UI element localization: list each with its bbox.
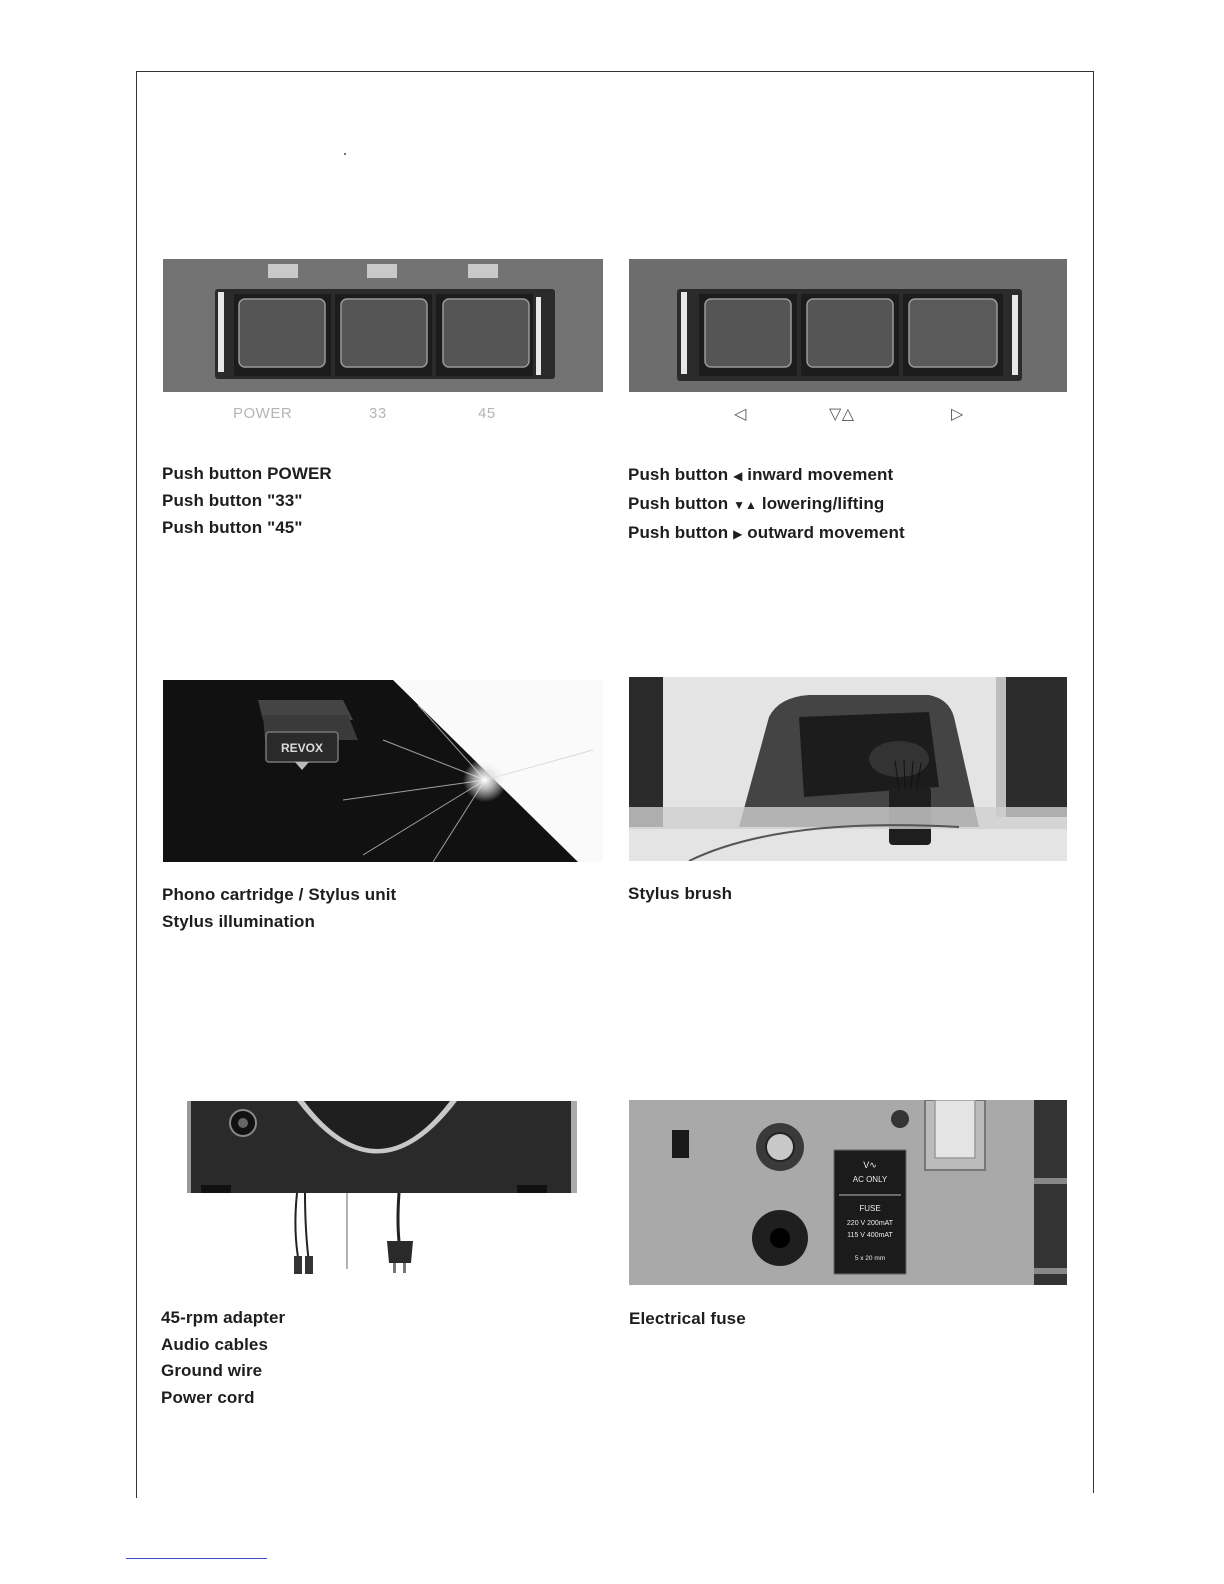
photo-stylus-brush [629, 677, 1067, 861]
caption-buttons-right [628, 461, 905, 548]
caption-line: Electrical fuse [629, 1309, 746, 1328]
fuse-holder [766, 1133, 794, 1161]
caption-line: Push button POWER [162, 464, 332, 483]
caption-cartridge [162, 881, 396, 935]
symbol-inward: ◁ [734, 406, 747, 423]
panel-labels-left [163, 405, 603, 429]
label-45: 45 [478, 405, 496, 422]
page-frame-top [136, 71, 1094, 72]
caption-line: Push button ▼▲ lowering/lifting [628, 494, 885, 513]
fuse-voltage-symbol: V∿ [863, 1160, 877, 1170]
label-33: 33 [369, 405, 387, 422]
button-33 [341, 299, 427, 367]
caption-buttons-left [162, 460, 332, 541]
caption-accessories [161, 1305, 285, 1411]
button-45 [443, 299, 529, 367]
caption-fuse [629, 1305, 746, 1332]
stray-mark [344, 153, 346, 155]
photo-tonearm-buttons [629, 259, 1067, 392]
caption-line: Ground wire [161, 1361, 263, 1380]
caption-line: Audio cables [161, 1334, 269, 1354]
photo-accessories [187, 1101, 603, 1284]
caption-line: Stylus illumination [162, 912, 316, 931]
led-33 [367, 264, 397, 278]
power-button [239, 299, 325, 367]
photo-fuse-panel [629, 1100, 1067, 1285]
panel-labels-right [629, 404, 1067, 428]
revox-logo: REVOX [280, 741, 324, 755]
fuse-label: FUSE [859, 1204, 881, 1213]
footnote-rule [126, 1558, 267, 1559]
caption-line: 45-rpm adapter [161, 1308, 286, 1327]
caption-line: Push button ◀ inward movement [628, 465, 894, 484]
fuse-size: 5 x 20 mm [854, 1255, 886, 1262]
page-frame-left [136, 71, 137, 1498]
outward-arrow-icon: ▶ [733, 527, 743, 541]
led-45 [468, 264, 498, 278]
fuse-rating-220: 220 V 200mAT [846, 1220, 894, 1227]
label-power: POWER [233, 405, 293, 422]
caption-line: Stylus brush [628, 884, 733, 903]
photo-cartridge [163, 680, 603, 862]
power-led [268, 264, 298, 278]
fuse-ac-only: AC ONLY [852, 1175, 888, 1184]
power-cord [398, 1193, 399, 1241]
caption-line: Push button "33" [162, 491, 303, 510]
fuse-rating-115: 115 V 400mAT [847, 1232, 893, 1239]
caption-brush [628, 880, 732, 907]
outward-button [909, 299, 997, 367]
photo-power-buttons [163, 259, 603, 392]
lift-button [807, 299, 893, 367]
symbol-lower-lift: ▽△ [829, 406, 855, 423]
caption-line: Push button "45" [162, 518, 303, 537]
inward-button [705, 299, 791, 367]
page-frame-right [1093, 71, 1094, 1493]
caption-line: Push button ▶ outward movement [628, 523, 905, 542]
caption-line: Power cord [161, 1387, 255, 1407]
symbol-outward: ▷ [951, 406, 964, 423]
lower-lift-arrow-icon: ▼▲ [733, 498, 758, 512]
caption-line: Phono cartridge / Stylus unit [162, 885, 397, 904]
inward-arrow-icon: ◀ [733, 469, 743, 483]
